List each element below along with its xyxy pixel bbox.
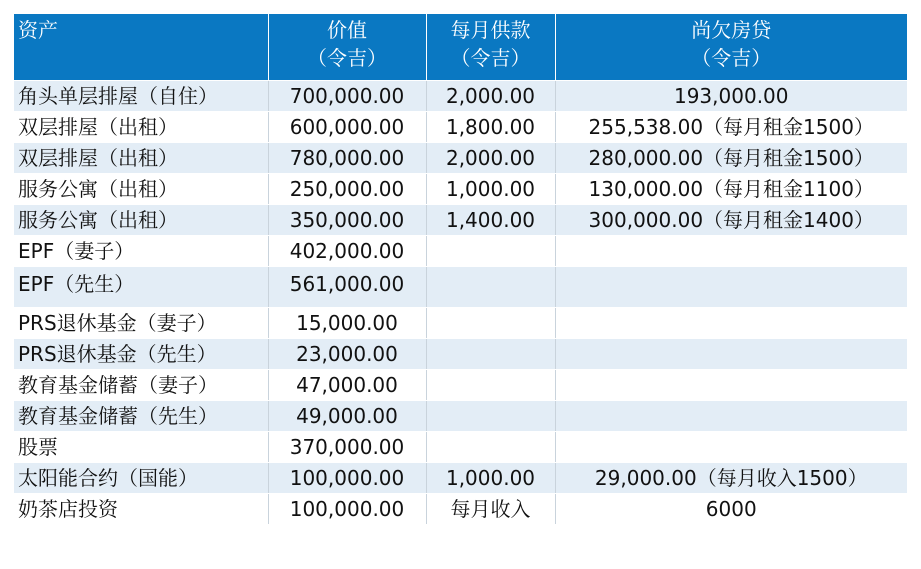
table-row [14,236,907,267]
value-cell: 49,000.00 [268,401,426,432]
table-row [14,174,907,205]
header-asset [14,14,268,81]
value-cell: 23,000.00 [268,339,426,370]
monthly-payment-cell: 2,000.00 [426,81,555,112]
asset-name-cell: 服务公寓（出租） [14,174,268,205]
asset-name-cell: 股票 [14,432,268,463]
header-monthly-payment [426,14,555,81]
monthly-payment-cell: 1,000.00 [426,174,555,205]
monthly-payment-cell [426,401,555,432]
asset-name-cell: 双层排屋（出租） [14,112,268,143]
table-row [14,401,907,432]
monthly-payment-cell [426,432,555,463]
asset-name-cell: EPF（先生） [14,267,268,308]
asset-name-cell: 服务公寓（出租） [14,205,268,236]
table-row [14,81,907,112]
monthly-payment-cell [426,236,555,267]
value-cell: 100,000.00 [268,494,426,525]
table-row [14,370,907,401]
value-cell: 600,000.00 [268,112,426,143]
header-monthly-payment-label: 每月供款 [450,18,531,42]
header-value [268,14,426,81]
assets-table [14,14,907,525]
monthly-payment-cell: 2,000.00 [426,143,555,174]
table-row [14,494,907,525]
asset-name-cell: 奶茶店投资 [14,494,268,525]
header-outstanding-loan-unit: （令吉） [691,46,772,70]
outstanding-loan-cell [555,308,907,339]
outstanding-loan-cell [555,401,907,432]
outstanding-loan-cell: 130,000.00（每月租金1100） [555,174,907,205]
value-cell: 250,000.00 [268,174,426,205]
header-asset-label: 资产 [18,18,58,42]
table-row [14,432,907,463]
asset-name-cell: 双层排屋（出租） [14,143,268,174]
table-body [14,81,907,525]
asset-name-cell: 教育基金储蓄（妻子） [14,370,268,401]
outstanding-loan-cell: 280,000.00（每月租金1500） [555,143,907,174]
value-cell: 700,000.00 [268,81,426,112]
table-row [14,205,907,236]
asset-name-cell: PRS退休基金（先生） [14,339,268,370]
asset-name-cell: 角头单层排屋（自住） [14,81,268,112]
table-row [14,112,907,143]
outstanding-loan-cell: 300,000.00（每月租金1400） [555,205,907,236]
outstanding-loan-cell: 255,538.00（每月租金1500） [555,112,907,143]
outstanding-loan-cell [555,339,907,370]
value-cell: 402,000.00 [268,236,426,267]
monthly-payment-cell: 1,800.00 [426,112,555,143]
outstanding-loan-cell: 29,000.00（每月收入1500） [555,463,907,494]
value-cell: 350,000.00 [268,205,426,236]
outstanding-loan-cell: 6000 [555,494,907,525]
value-cell: 370,000.00 [268,432,426,463]
monthly-payment-cell [426,339,555,370]
table-row [14,463,907,494]
table-row [14,339,907,370]
assets-table-frame [14,14,907,525]
outstanding-loan-cell: 193,000.00 [555,81,907,112]
monthly-payment-cell [426,370,555,401]
header-monthly-payment-unit: （令吉） [450,46,531,70]
table-row [14,308,907,339]
value-cell: 780,000.00 [268,143,426,174]
outstanding-loan-cell [555,267,907,308]
table-header [14,14,907,81]
monthly-payment-cell: 1,400.00 [426,205,555,236]
header-outstanding-loan [555,14,907,81]
monthly-payment-cell [426,308,555,339]
header-row [14,14,907,81]
header-value-label: 价值 [327,18,367,42]
asset-name-cell: EPF（妻子） [14,236,268,267]
header-outstanding-loan-label: 尚欠房贷 [691,18,772,42]
value-cell: 561,000.00 [268,267,426,308]
outstanding-loan-cell [555,236,907,267]
table-row [14,143,907,174]
monthly-payment-cell: 1,000.00 [426,463,555,494]
header-value-unit: （令吉） [307,46,387,70]
outstanding-loan-cell [555,432,907,463]
value-cell: 47,000.00 [268,370,426,401]
outstanding-loan-cell [555,370,907,401]
monthly-payment-cell: 每月收入 [426,494,555,525]
value-cell: 15,000.00 [268,308,426,339]
table-row [14,267,907,308]
asset-name-cell: PRS退休基金（妻子） [14,308,268,339]
monthly-payment-cell [426,267,555,308]
asset-name-cell: 教育基金储蓄（先生） [14,401,268,432]
asset-name-cell: 太阳能合约（国能） [14,463,268,494]
value-cell: 100,000.00 [268,463,426,494]
